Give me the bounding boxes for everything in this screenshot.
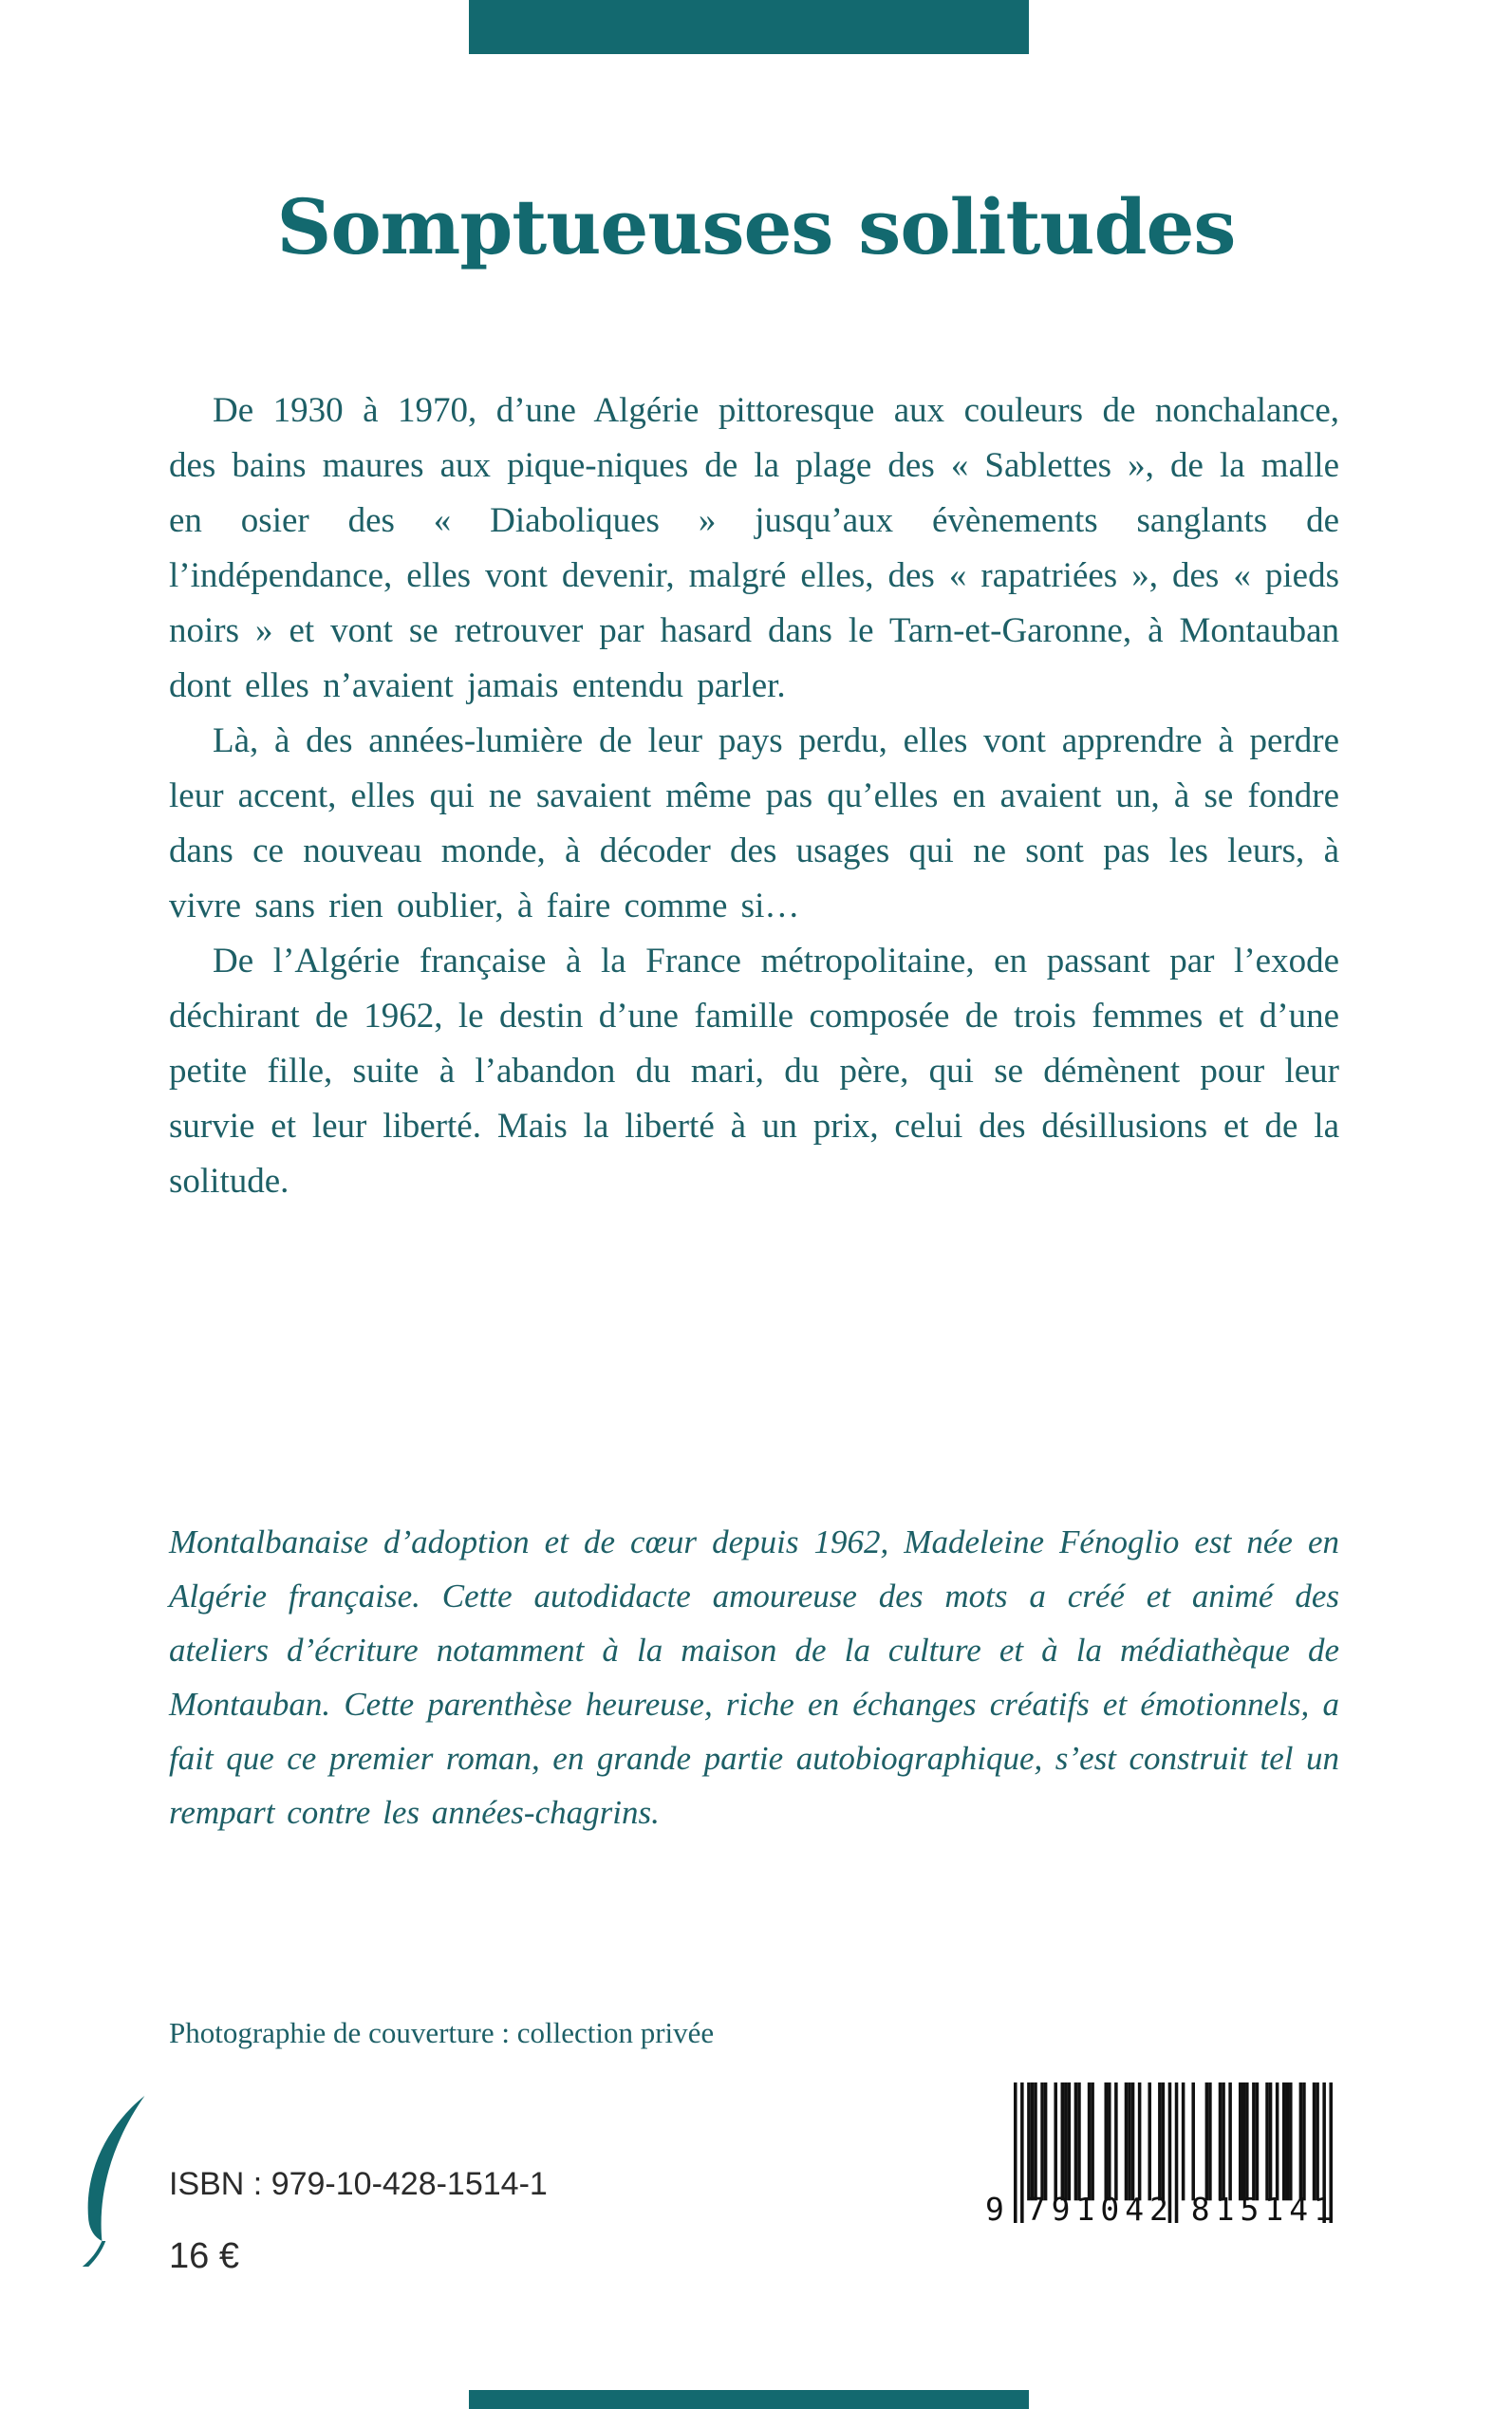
feather-quill-icon [76, 2096, 150, 2267]
synopsis [169, 383, 1339, 1209]
synopsis-paragraph-1: De 1930 à 1970, d’une Algérie pittoresque aux couleurs de nonchalance, des bains maures aux pique-niques de la plage des « Sablettes », de la malle en osier des « Diaboliques » jusqu’aux évènements sanglants de l’indépendance, elles vont devenir, malgré elles, des « rapatriées », des « pieds noirs » et vont se retrouver par hasard dans le Tarn-et-Garonne, à Montauban dont elles n’avaient jamais entendu parler. [169, 391, 1339, 705]
price-label: 16 € [169, 2236, 239, 2276]
top-accent-band [469, 0, 1029, 54]
book-title: Somptueuses solitudes [276, 182, 1236, 271]
barcode-digit-group: 791042 [1026, 2191, 1174, 2228]
barcode-digits [985, 2191, 1338, 2228]
isbn-label: ISBN : 979-10-428-1514-1 [169, 2166, 548, 2202]
barcode [985, 2082, 1338, 2272]
barcode-digit-group: 9 [985, 2191, 1010, 2228]
synopsis-paragraph-2: Là, à des années-lumière de leur pays perdu, elles vont apprendre à perdre leur accent, elles qui ne savaient même pas qu’elles en avaient un, à se fondre dans ce nouveau monde, à décoder des usages qui ne sont pas les leurs, à vivre sans rien oublier, à faire comme si… [169, 721, 1339, 925]
synopsis-paragraph-3: De l’Algérie française à la France métropolitaine, en passant par l’exode déchirant de 1962, le destin d’une famille composée de trois femmes et d’une petite fille, suite à l’abandon du mari, du père, qui se démènent pour leur survie et leur liberté. Mais la liberté à un prix, celui des désillusions et de la solitude. [169, 942, 1339, 1201]
photo-credit: Photographie de couverture : collection privée [169, 2016, 715, 2049]
author-bio: Montalbanaise d’adoption et de cœur depuis 1962, Madeleine Fénoglio est née en Algérie française. Cette autodidacte amoureuse des mots a créé et animé des ateliers d’écriture notamment à la maison de la culture et à la médiathèque de Montauban. Cette parenthèse heureuse, riche en échanges créatifs et émotionnels, a fait que ce premier roman, en grande partie autobiographique, s’est construit tel un rempart contre les années-chagrins. [169, 1523, 1339, 1831]
bottom-accent-band [469, 2390, 1029, 2409]
barcode-digit-group: 815141 [1190, 2191, 1338, 2228]
